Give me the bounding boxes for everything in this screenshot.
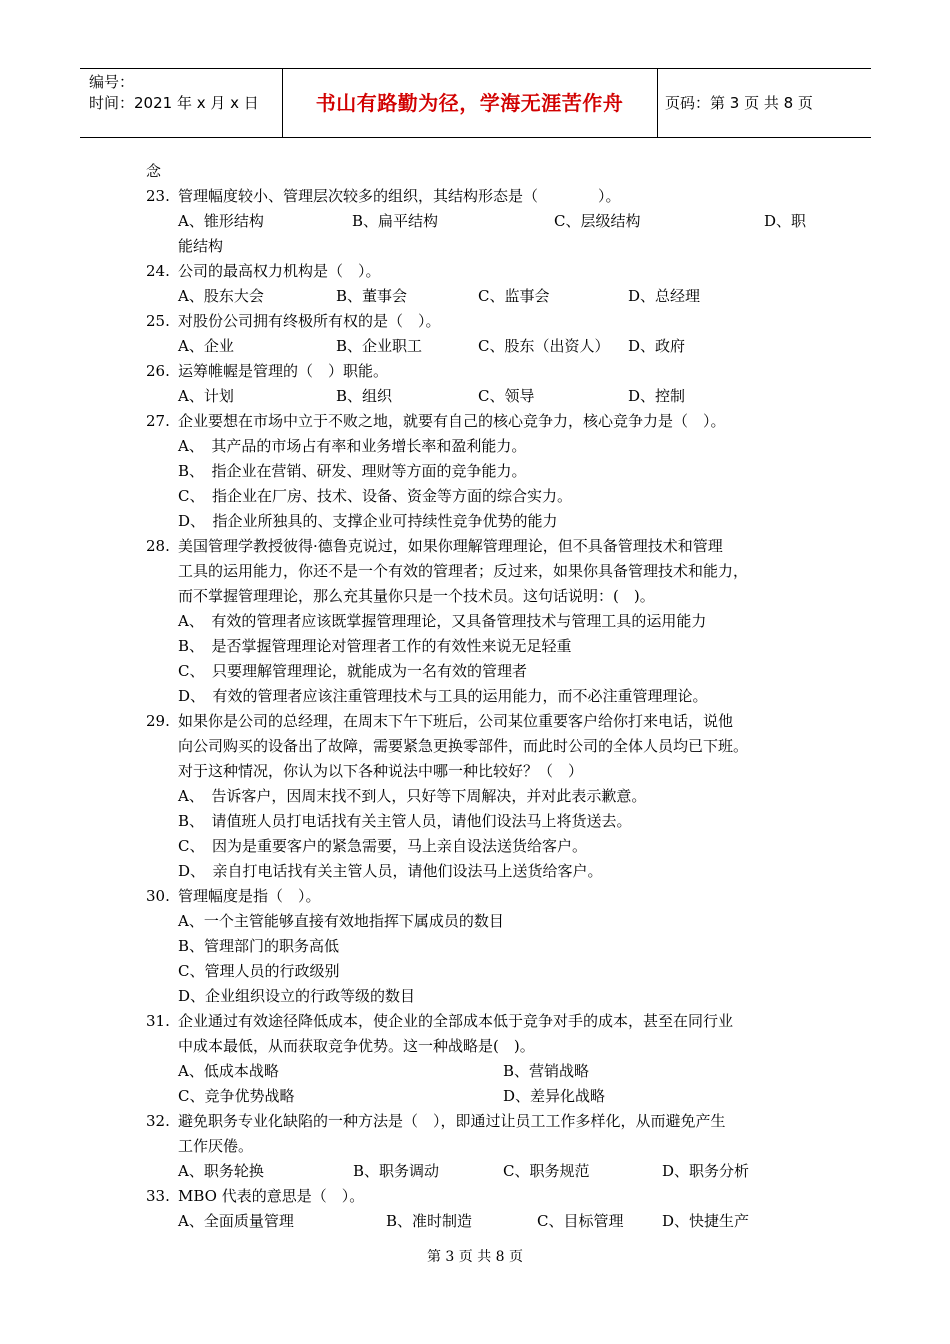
question-option: D、差异化战略 <box>503 1087 606 1105</box>
question-option: C、层级结构 <box>554 212 641 230</box>
question-option: A、股东大会 <box>178 287 264 305</box>
question-option: A、低成本战略 <box>178 1062 279 1080</box>
question-number: 25. <box>146 312 170 330</box>
question-option: B、 指企业在营销、研发、理财等方面的竞争能力。 <box>178 462 527 480</box>
question-number: 32. <box>146 1112 170 1130</box>
header-motto: 书山有路勤为径，学海无涯苦作舟 <box>315 91 624 115</box>
question-option: D、总经理 <box>628 287 701 305</box>
question-number: 29. <box>146 712 170 730</box>
question-option: C、 指企业在厂房、技术、设备、资金等方面的综合实力。 <box>178 487 572 505</box>
question-option: D、 有效的管理者应该注重管理技术与工具的运用能力，而不必注重管理理论。 <box>178 687 708 705</box>
question-option: A、计划 <box>178 387 234 405</box>
question-option: C、目标管理 <box>537 1212 624 1230</box>
question-option: A、企业 <box>178 337 234 355</box>
question-text: 向公司购买的设备出了故障，需要紧急更换零部件，而此时公司的全体人员均已下班。 <box>178 737 749 755</box>
header-meta <box>89 72 259 114</box>
question-option: C、领导 <box>478 387 535 405</box>
question-number: 24. <box>146 262 170 280</box>
question-option: B、董事会 <box>336 287 408 305</box>
question-text: 工具的运用能力，你还不是一个有效的管理者；反过来，如果你具备管理技术和能力， <box>178 562 749 580</box>
question-text: 管理幅度是指（ ）。 <box>178 887 321 905</box>
page-header <box>80 68 871 138</box>
question-option: A、 告诉客户，因周末找不到人，只好等下周解决，并对此表示歉意。 <box>178 787 647 805</box>
question-number: 31. <box>146 1012 170 1030</box>
question-text: 对于这种情况，你认为以下各种说法中哪一种比较好？（ ） <box>178 762 584 780</box>
question-option: B、企业职工 <box>336 337 423 355</box>
page-footer: 第 3 页 共 8 页 <box>426 1249 524 1265</box>
question-option: C、监事会 <box>478 287 550 305</box>
question-option: C、职务规范 <box>503 1162 590 1180</box>
question-number: 23. <box>146 187 170 205</box>
doc-number-label: 编号： <box>89 73 135 91</box>
header-divider <box>657 69 658 137</box>
question-option: B、 是否掌握管理理论对管理者工作的有效性来说无足轻重 <box>178 637 572 655</box>
question-option: A、职务轮换 <box>178 1162 264 1180</box>
question-option: D、企业组织设立的行政等级的数目 <box>178 987 416 1005</box>
question-option: C、竞争优势战略 <box>178 1087 295 1105</box>
question-number: 33. <box>146 1187 170 1205</box>
question-option: D、职 <box>764 212 807 230</box>
question-text: 工作厌倦。 <box>178 1137 254 1155</box>
question-number: 30. <box>146 887 170 905</box>
question-option: D、职务分析 <box>662 1162 750 1180</box>
question-option-continuation: 能结构 <box>178 237 224 255</box>
question-option: B、营销战略 <box>503 1062 590 1080</box>
question-text: 中成本最低，从而获取竞争优势。这一种战略是( )。 <box>178 1037 535 1055</box>
question-option: D、快捷生产 <box>662 1212 750 1230</box>
question-text: 运筹帷幄是管理的（ ）职能。 <box>178 362 389 380</box>
question-option: A、 其产品的市场占有率和业务增长率和盈利能力。 <box>178 437 527 455</box>
question-text: 而不掌握管理理论，那么充其量你只是一个技术员。这句话说明：( )。 <box>178 587 655 605</box>
question-text: 管理幅度较小、管理层次较多的组织，其结构形态是（ ）。 <box>178 187 621 205</box>
question-number: 28. <box>146 537 170 555</box>
header-divider <box>282 69 283 137</box>
question-option: D、 亲自打电话找有关主管人员，请他们设法马上送货给客户。 <box>178 862 603 880</box>
question-option: A、全面质量管理 <box>178 1212 294 1230</box>
question-text: 避免职务专业化缺陷的一种方法是（ ），即通过让员工工作多样化，从而避免产生 <box>178 1112 726 1130</box>
question-option: C、 只要理解管理理论，就能成为一名有效的管理者 <box>178 662 527 680</box>
question-option: B、组织 <box>336 387 393 405</box>
header-page-number: 页码：第 3 页 共 8 页 <box>665 94 813 112</box>
question-option: D、政府 <box>628 337 686 355</box>
question-option: B、准时制造 <box>386 1212 473 1230</box>
question-number: 26. <box>146 362 170 380</box>
question-option: C、管理人员的行政级别 <box>178 962 340 980</box>
question-option: A、一个主管能够直接有效地指挥下属成员的数目 <box>178 912 504 930</box>
question-text: 企业通过有效途径降低成本，使企业的全部成本低于竞争对手的成本，甚至在同行业 <box>178 1012 734 1030</box>
question-text: 对股份公司拥有终极所有权的是（ ）。 <box>178 312 441 330</box>
question-option: D、 指企业所独具的、支撑企业可持续性竞争优势的能力 <box>178 512 558 530</box>
question-text: 公司的最高权力机构是（ ）。 <box>178 262 381 280</box>
question-option: C、股东（出资人） <box>478 337 610 355</box>
question-text: 企业要想在市场中立于不败之地，就要有自己的核心竞争力，核心竞争力是（ ）。 <box>178 412 726 430</box>
question-option: B、管理部门的职务高低 <box>178 937 340 955</box>
question-option: B、扁平结构 <box>352 212 439 230</box>
question-option: C、 因为是重要客户的紧急需要，马上亲自设法送货给客户。 <box>178 837 587 855</box>
question-option: A、 有效的管理者应该既掌握管理理论，又具备管理技术与管理工具的运用能力 <box>178 612 707 630</box>
question-number: 27. <box>146 412 170 430</box>
question-text: 美国管理学教授彼得·德鲁克说过，如果你理解管理理论，但不具备管理技术和管理 <box>178 537 723 555</box>
continued-text: 念 <box>146 162 162 180</box>
doc-date-label: 时间：2021 年 x 月 x 日 <box>89 94 259 112</box>
question-option: B、职务调动 <box>353 1162 440 1180</box>
question-option: D、控制 <box>628 387 686 405</box>
question-text: MBO 代表的意思是（ ）。 <box>178 1187 365 1205</box>
question-option: B、 请值班人员打电话找有关主管人员，请他们设法马上将货送去。 <box>178 812 632 830</box>
question-text: 如果你是公司的总经理，在周末下午下班后，公司某位重要客户给你打来电话，说他 <box>178 712 734 730</box>
question-option: A、锥形结构 <box>178 212 264 230</box>
